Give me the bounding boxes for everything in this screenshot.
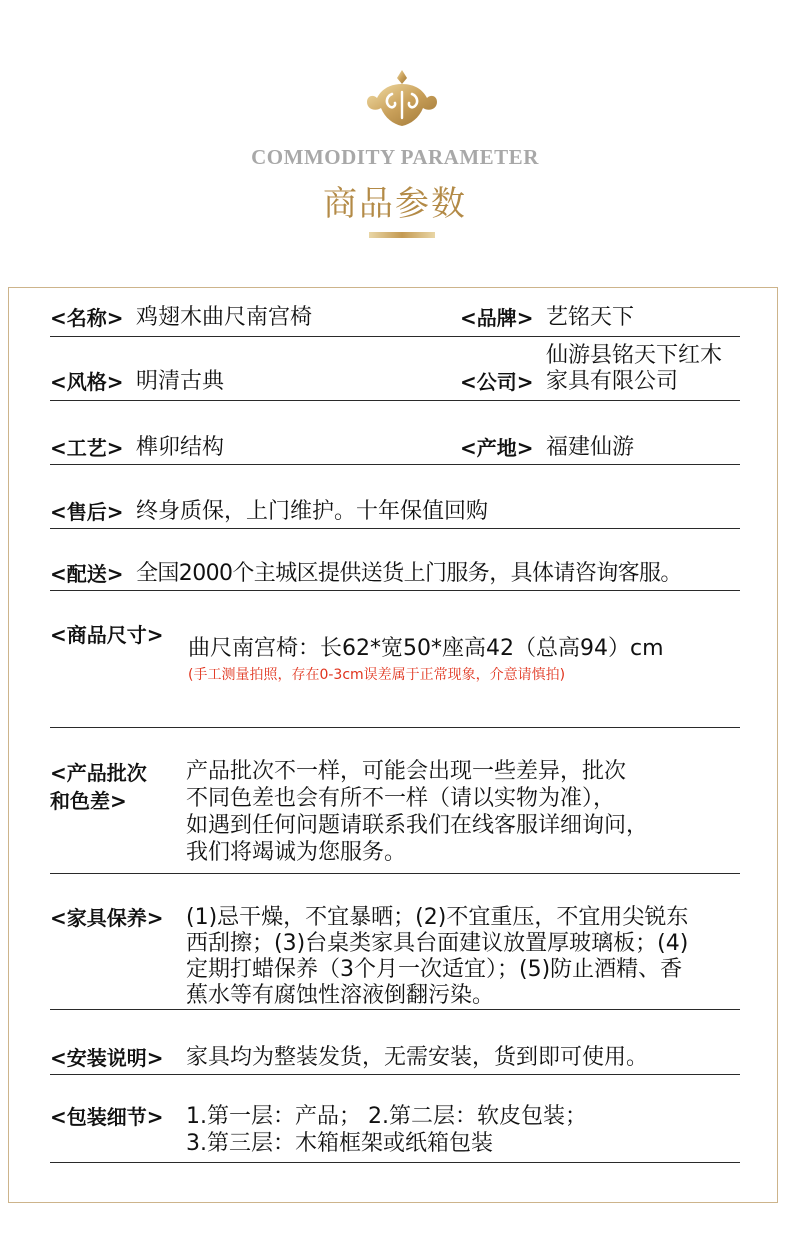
batch-text-line2: 不同色差也会有所不一样（请以实物为准）， — [186, 786, 616, 811]
packing-text-line1: 1.第一层：产品； 2.第二层：软皮包装； — [186, 1104, 587, 1129]
title-underline — [369, 232, 435, 238]
origin-label: <产地> — [460, 436, 534, 460]
english-section-title: COMMODITY PARAMETER — [251, 145, 539, 169]
delivery-value: 全国2000个主城区提供送货上门服务，具体请咨询客服。 — [136, 561, 682, 586]
row-craft-origin — [50, 400, 740, 465]
batch-text-line1: 产品批次不一样，可能会出现一些差异，批次 — [186, 759, 627, 784]
install-label: <安装说明> — [50, 1046, 164, 1070]
row-style-company — [50, 336, 740, 401]
batch-label-line1: <产品批次 — [50, 761, 147, 785]
craft-label: <工艺> — [50, 436, 124, 460]
size-label: <商品尺寸> — [50, 623, 164, 647]
style-value: 明清古典 — [136, 369, 225, 394]
care-text-line4: 蕉水等有腐蚀性溶液倒翻污染。 — [186, 983, 495, 1008]
care-text-line2: 西刮擦；(3)台桌类家具台面建议放置厚玻璃板；(4) — [186, 931, 689, 956]
row-batch-color — [50, 727, 740, 874]
batch-text-line3: 如遇到任何问题请联系我们在线客服详细询问， — [186, 813, 649, 838]
care-text-line3: 定期打蜡保养（3个月一次适宜）；(5)防止酒精、香 — [186, 957, 683, 982]
delivery-label: <配送> — [50, 562, 124, 586]
row-aftersale — [50, 464, 740, 529]
row-packing — [50, 1074, 740, 1163]
care-text-line1: (1)忌干燥，不宜暴晒；(2)不宜重压，不宜用尖锐东 — [186, 905, 689, 930]
batch-label-line2: 和色差> — [50, 789, 127, 813]
row-delivery — [50, 528, 740, 591]
company-label: <公司> — [460, 370, 534, 394]
name-label: <名称> — [50, 306, 124, 330]
chinese-section-title: 商品参数 — [323, 184, 467, 224]
craft-value: 榫卯结构 — [136, 435, 225, 460]
size-value: 曲尺南宫椅：长62*宽50*座高42（总高94）cm — [188, 636, 664, 661]
brand-label: <品牌> — [460, 306, 534, 330]
batch-text-line4: 我们将竭诚为您服务。 — [186, 840, 407, 865]
row-name-brand — [50, 296, 740, 337]
style-label: <风格> — [50, 370, 124, 394]
row-size — [50, 590, 740, 728]
company-value-line2: 家具有限公司 — [546, 369, 679, 394]
name-value: 鸡翅木曲尺南宫椅 — [136, 305, 313, 330]
install-value: 家具均为整装发货，无需安装，货到即可使用。 — [186, 1045, 649, 1070]
aftersale-label: <售后> — [50, 500, 124, 524]
aftersale-value: 终身质保，上门维护。十年保值回购 — [136, 499, 489, 524]
section-header — [0, 0, 790, 260]
care-label: <家具保养> — [50, 906, 164, 930]
company-value-line1: 仙游县铭天下红木 — [546, 343, 723, 368]
gold-cloud-emblem-icon — [365, 68, 439, 128]
origin-value: 福建仙游 — [546, 435, 635, 460]
packing-label: <包装细节> — [50, 1105, 164, 1129]
size-measurement-note: (手工测量拍照，存在0-3cm误差属于正常现象，介意请慎拍) — [188, 667, 566, 683]
row-install — [50, 1009, 740, 1075]
row-furniture-care — [50, 873, 740, 1010]
packing-text-line2: 3.第三层：木箱框架或纸箱包装 — [186, 1131, 493, 1156]
brand-value: 艺铭天下 — [546, 305, 635, 330]
